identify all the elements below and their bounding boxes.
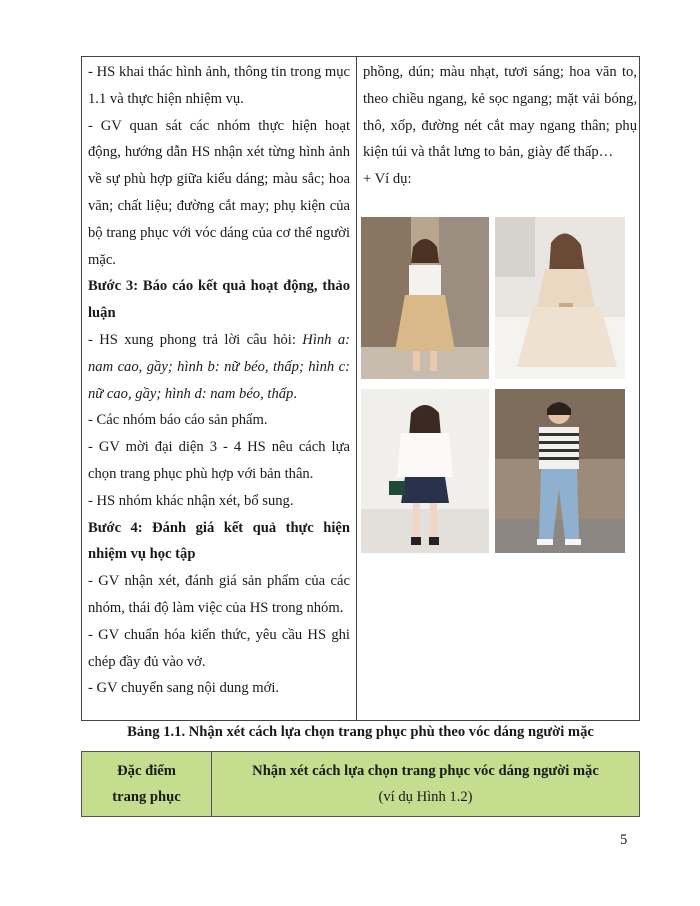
comparison-table-header <box>81 751 640 817</box>
step3-comment: - HS nhóm khác nhận xét, bổ sung. <box>88 492 294 509</box>
header-cell-line-2: trang phục <box>112 789 181 805</box>
step3-groups: - Các nhóm báo cáo sản phẩm. <box>88 412 268 429</box>
teacher-student-activities-column <box>88 59 350 702</box>
clothing-description: phồng, dún; màu nhạt, tươi sáng; hoa văn to, theo chiều ngang, kẻ sọc ngang; mặt vải bóng, thô, xốp, đường nét cắt may ngang thân; phụ kiện túi và thắt lưng to bản, giày đế thấp… <box>363 64 637 161</box>
activity-line-2: - GV quan sát các nhóm thực hiện hoạt động, hướng dẫn HS nhận xét từng hình ảnh về sự phù hợp giữa kiểu dáng; màu sắc; hoa văn; chất liệu; đường cắt may; phụ kiện của bộ trang phục với vóc dáng của cơ thể người mặc. <box>88 117 350 268</box>
fashion-photo-a <box>361 217 489 379</box>
fashion-photo-b <box>495 217 625 379</box>
step4-heading: Bước 4: Đánh giá kết quả thực hiện nhiệm vụ học tập <box>88 519 350 563</box>
fashion-photo-d <box>495 389 625 553</box>
header-remarks-title: Nhận xét cách lựa chọn trang phục vóc dáng người mặc <box>252 763 599 779</box>
activity-line-1: - HS khai thác hình ảnh, thông tin trong mục 1.1 và thực hiện nhiệm vụ. <box>88 64 350 107</box>
column-divider <box>356 57 357 720</box>
step3-answer: - HS xung phong trả lời câu hỏi: Hình a: nam cao, gầy; hình b: nữ béo, thấp; hình c: nữ cao, gầy; hình d: nam béo, thấp. <box>88 331 350 402</box>
step4-eval: - GV nhận xét, đánh giá sản phẩm của các nhóm, thái độ làm việc của HS trong nhóm. <box>88 573 350 616</box>
example-label: + Ví dụ: <box>363 171 412 188</box>
content-column <box>363 59 637 193</box>
header-cell-remarks <box>212 758 639 810</box>
header-cell-characteristics <box>82 758 211 810</box>
step3-invite: - GV mời đại diện 3 - 4 HS nêu cách lựa chọn trang phục phù hợp với bản thân. <box>88 439 350 482</box>
step4-next: - GV chuyển sang nội dung mới. <box>88 680 280 697</box>
fashion-photo-c <box>361 389 489 553</box>
step4-standard: - GV chuẩn hóa kiến thức, yêu cầu HS ghi chép đầy đủ vào vở. <box>88 626 350 670</box>
activity-table <box>81 56 640 721</box>
step3-heading: Bước 3: Báo cáo kết quả hoạt động, thảo luận <box>88 278 350 322</box>
header-remarks-sub: (ví dụ Hình 1.2) <box>378 789 473 805</box>
header-cell-line-1: Đặc điểm <box>117 763 176 779</box>
table-caption: Bảng 1.1. Nhận xét cách lựa chọn trang phục phù theo vóc dáng người mặc <box>127 724 594 740</box>
page-number: 5 <box>620 832 628 848</box>
